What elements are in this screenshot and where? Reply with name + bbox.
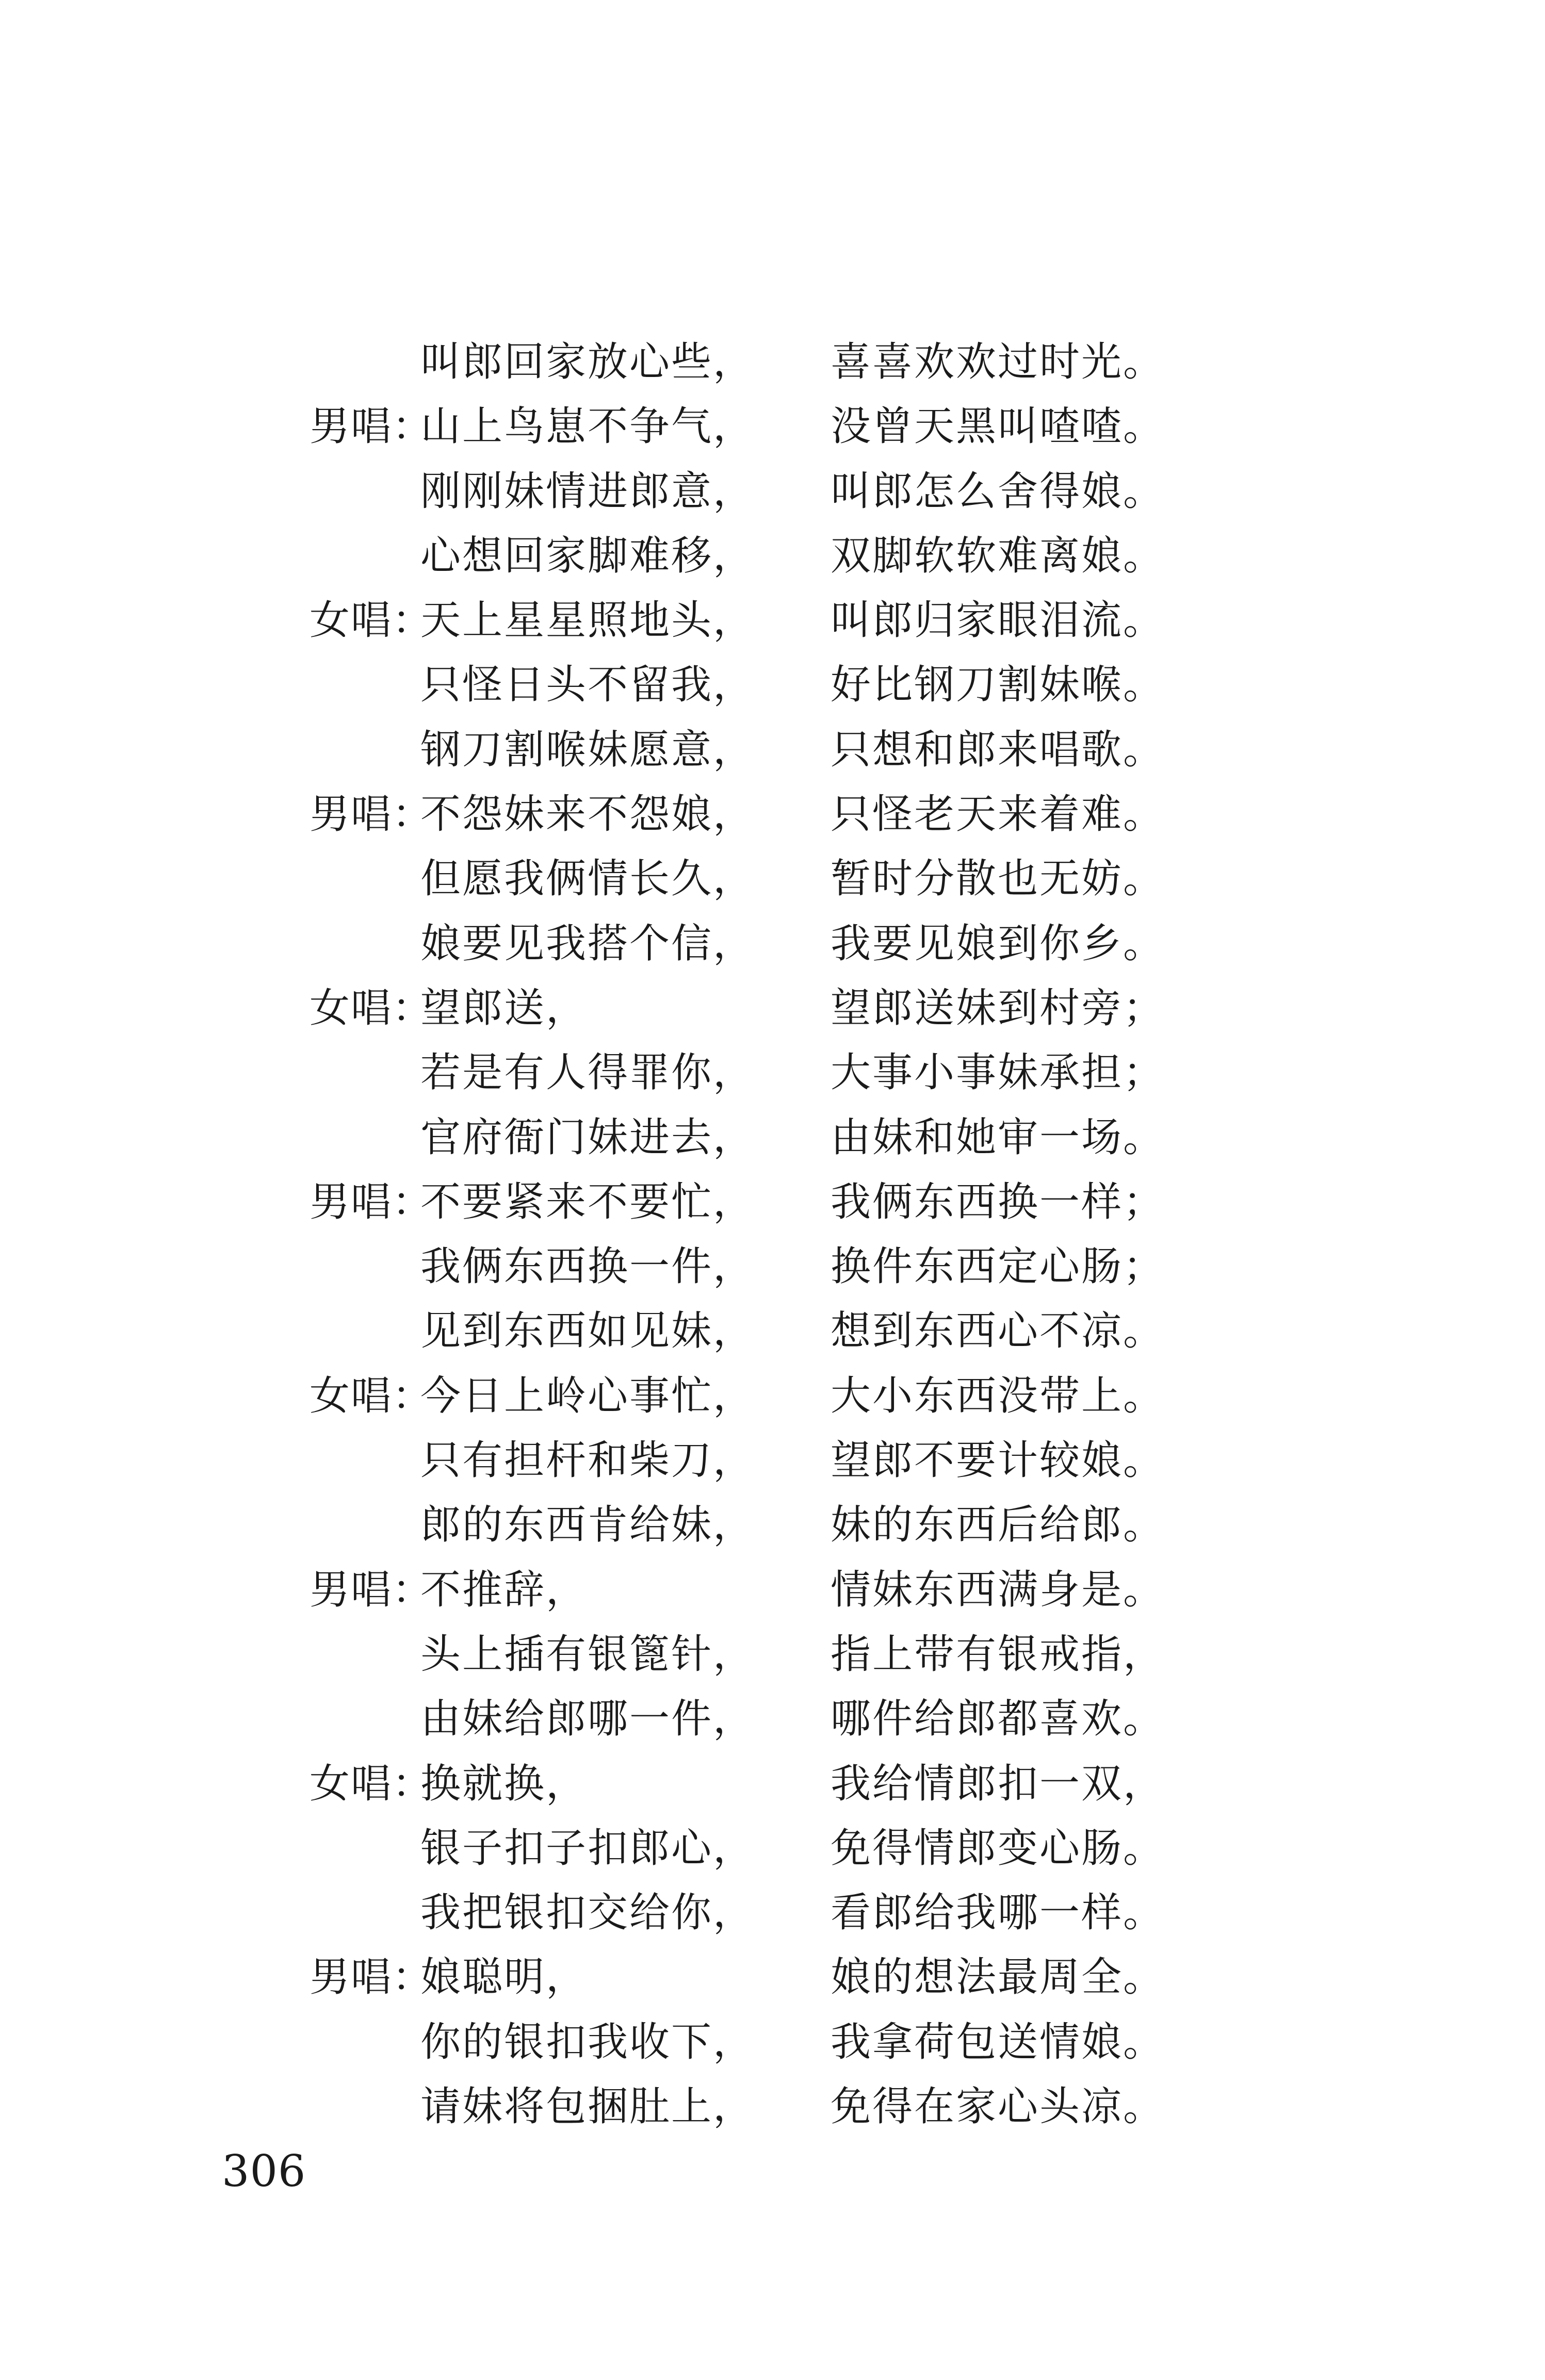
- verse-line: [310, 1558, 1197, 1622]
- line-first-half: 只怪日头不留我，: [420, 662, 755, 709]
- line-first-half: 请妹将包捆肚上，: [420, 2083, 755, 2130]
- verse-line: [310, 395, 1197, 459]
- line-first-half: 见到东西如见妹，: [420, 1308, 755, 1355]
- verse-line: [310, 1170, 1197, 1235]
- line-second-half: 好比钢刀割妹喉。: [831, 662, 1165, 709]
- verse-line: [310, 1945, 1197, 2010]
- line-first-half: 头上插有银篦针，: [420, 1631, 755, 1678]
- line-second-half: 我拿荷包送情娘。: [831, 2018, 1165, 2065]
- line-first-half: 但愿我俩情长久，: [420, 856, 755, 902]
- line-second-half: 叫郎怎么舍得娘。: [831, 468, 1165, 515]
- line-second-half: 免得情郎变心肠。: [831, 1825, 1165, 1872]
- line-second-half: 看郎给我哪一样。: [831, 1890, 1165, 1936]
- line-second-half: 没曾天黑叫喳喳。: [831, 403, 1165, 450]
- verse-line: [310, 524, 1197, 588]
- line-second-half: 喜喜欢欢过时光。: [831, 339, 1165, 385]
- verse-line: [310, 1041, 1197, 1105]
- line-second-half: 妹的东西后给郎。: [831, 1502, 1165, 1549]
- line-second-half: 我给情郎扣一双，: [831, 1760, 1165, 1807]
- line-second-half: 免得在家心头凉。: [831, 2083, 1165, 2130]
- speaker-label: 男唱：: [310, 1566, 434, 1613]
- line-second-half: 由妹和她审一场。: [831, 1114, 1165, 1161]
- line-first-half: 换就换，: [420, 1760, 588, 1807]
- line-first-half: 山上鸟崽不争气，: [420, 403, 755, 450]
- line-second-half: 大小东西没带上。: [831, 1372, 1165, 1419]
- verse-line: [310, 588, 1197, 653]
- line-second-half: 叫郎归家眼泪流。: [831, 597, 1165, 644]
- line-second-half: 想到东西心不凉。: [831, 1308, 1165, 1355]
- line-first-half: 只有担杆和柴刀，: [420, 1437, 755, 1484]
- line-first-half: 官府衙门妹进去，: [420, 1114, 755, 1161]
- verse-line: [310, 1364, 1197, 1429]
- speaker-label: 男唱：: [310, 791, 434, 838]
- line-first-half: 天上星星照地头，: [420, 597, 755, 644]
- line-second-half: 情妹东西满身是。: [831, 1566, 1165, 1613]
- verse-line: [310, 2010, 1197, 2075]
- verse-line: [310, 653, 1197, 717]
- line-first-half: 由妹给郎哪一件，: [420, 1696, 755, 1743]
- verse-line: [310, 1687, 1197, 1751]
- line-second-half: 暂时分散也无妨。: [831, 856, 1165, 902]
- verse-line: [310, 718, 1197, 782]
- line-second-half: 娘的想法最周全。: [831, 1954, 1165, 2001]
- verse-line: [310, 459, 1197, 524]
- verse-line: [310, 1429, 1197, 1493]
- line-first-half: 不怨妹来不怨娘，: [420, 791, 755, 838]
- page-number: 306: [222, 2146, 306, 2196]
- line-first-half: 银子扣子扣郎心，: [420, 1825, 755, 1872]
- speaker-label: 男唱：: [310, 1954, 434, 2001]
- line-first-half: 钢刀割喉妹愿意，: [420, 726, 755, 773]
- line-second-half: 只想和郎来唱歌。: [831, 726, 1165, 773]
- line-second-half: 哪件给郎都喜欢。: [831, 1696, 1165, 1743]
- line-second-half: 望郎送妹到村旁；: [831, 984, 1165, 1031]
- line-first-half: 不要紧来不要忙，: [420, 1178, 755, 1225]
- verse-line: [310, 1881, 1197, 1945]
- verse-line: [310, 1622, 1197, 1687]
- line-first-half: 望郎送，: [420, 984, 588, 1031]
- line-first-half: 郎的东西肯给妹，: [420, 1502, 755, 1549]
- line-first-half: 我俩东西换一件，: [420, 1243, 755, 1290]
- line-first-half: 不推辞，: [420, 1566, 588, 1613]
- line-second-half: 指上带有银戒指，: [831, 1631, 1165, 1678]
- line-first-half: 娘聪明，: [420, 1954, 588, 2001]
- line-second-half: 大事小事妹承担；: [831, 1049, 1165, 1096]
- line-second-half: 我俩东西换一样；: [831, 1178, 1165, 1225]
- line-first-half: 刚刚妹情进郎意，: [420, 468, 755, 515]
- line-first-half: 娘要见我搭个信，: [420, 920, 755, 967]
- verse-line: [310, 2075, 1197, 2139]
- line-second-half: 双脚软软难离娘。: [831, 532, 1165, 579]
- verse-line: [310, 782, 1197, 847]
- line-first-half: 今日上岭心事忙，: [420, 1372, 755, 1419]
- verse-line: [310, 912, 1197, 976]
- speaker-label: 女唱：: [310, 1760, 434, 1807]
- line-second-half: 我要见娘到你乡。: [831, 920, 1165, 967]
- song-verse: [310, 330, 1197, 2139]
- verse-line: [310, 1752, 1197, 1816]
- speaker-label: 男唱：: [310, 403, 434, 450]
- line-first-half: 你的银扣我收下，: [420, 2018, 755, 2065]
- verse-line: [310, 330, 1197, 395]
- line-second-half: 望郎不要计较娘。: [831, 1437, 1165, 1484]
- speaker-label: 女唱：: [310, 597, 434, 644]
- verse-line: [310, 1816, 1197, 1881]
- line-first-half: 我把银扣交给你，: [420, 1890, 755, 1936]
- verse-line: [310, 847, 1197, 911]
- line-second-half: 只怪老天来着难。: [831, 791, 1165, 838]
- speaker-label: 男唱：: [310, 1178, 434, 1225]
- verse-line: [310, 976, 1197, 1041]
- speaker-label: 女唱：: [310, 984, 434, 1031]
- verse-line: [310, 1493, 1197, 1557]
- speaker-label: 女唱：: [310, 1372, 434, 1419]
- line-first-half: 心想回家脚难移，: [420, 532, 755, 579]
- verse-line: [310, 1106, 1197, 1170]
- verse-line: [310, 1235, 1197, 1299]
- line-first-half: 叫郎回家放心些，: [420, 339, 755, 385]
- line-first-half: 若是有人得罪你，: [420, 1049, 755, 1096]
- line-second-half: 换件东西定心肠；: [831, 1243, 1165, 1290]
- verse-line: [310, 1299, 1197, 1364]
